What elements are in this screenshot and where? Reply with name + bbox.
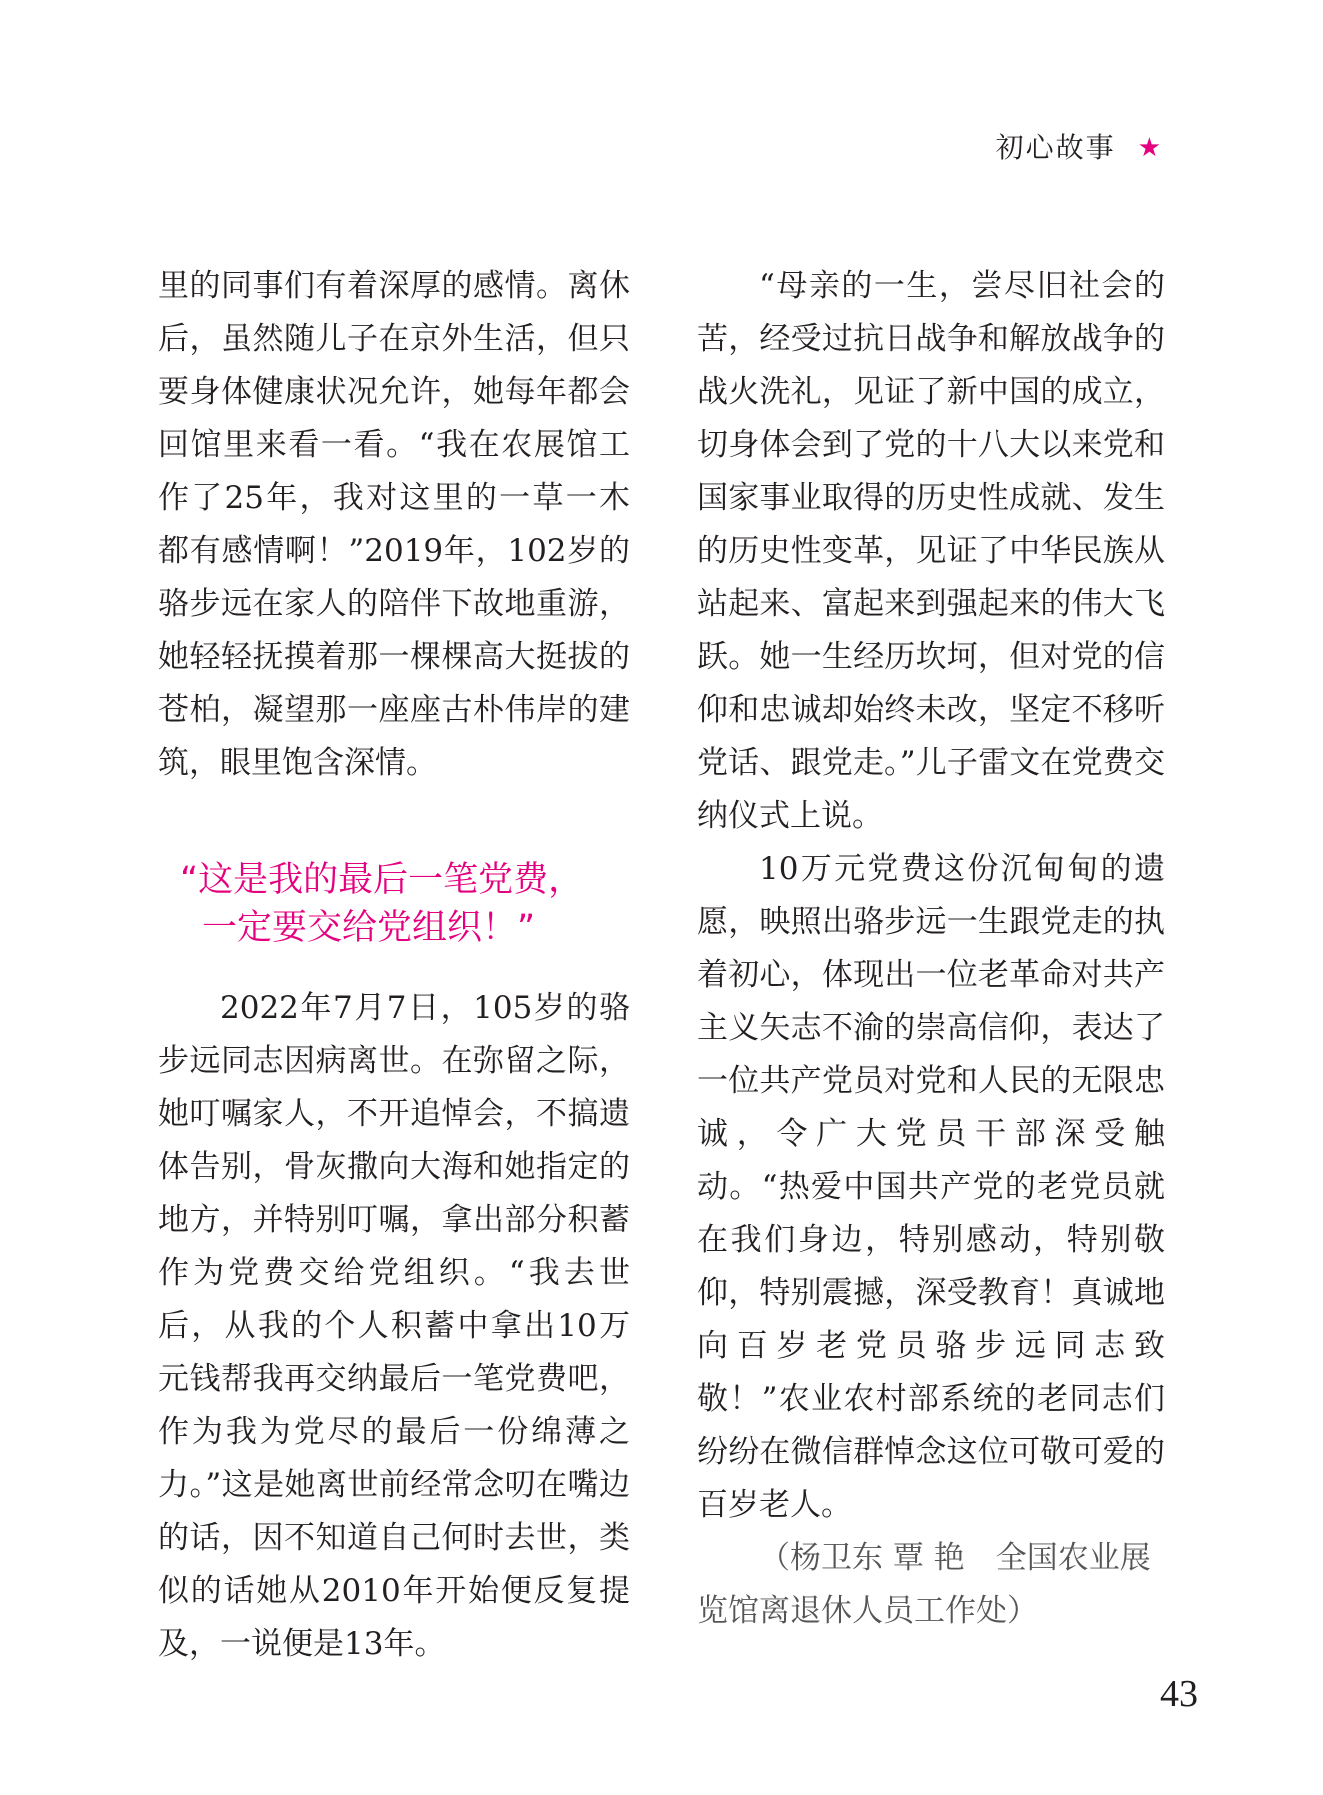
star-icon: ★ xyxy=(1137,133,1163,163)
subheading-line-1: “这是我的最后一笔党费， xyxy=(180,860,584,900)
subheading xyxy=(158,856,630,952)
section-title: 初心故事 xyxy=(995,131,1116,164)
right-column xyxy=(697,260,1165,1638)
left-paragraph-1: 里的同事们有着深厚的感情。离休后，虽然随儿子在京外生活，但只要身体健康状况允许，她每年都会回馆里来看一看。“我在农展馆工作了25年，我对这里的一草一木都有感情啊！”2019年，102岁的骆步远在家人的陪伴下故地重游，她轻轻抚摸着那一棵棵高大挺拔的苍柏，凝望那一座座古朴伟岸的建筑，眼里饱含深情。 xyxy=(158,268,630,781)
left-paragraph-2: 2022年7月7日，105岁的骆步远同志因病离世。在弥留之际，她叮嘱家人，不开追悼会，不搞遗体告别，骨灰撒向大海和她指定的地方，并特别叮嘱，拿出部分积蓄作为党费交给党组织。“我去世后，从我的个人积蓄中拿出10万元钱帮我再交纳最后一笔党费吧，作为我为党尽的最后一份绵薄之力。”这是她离世前经常念叨在嘴边的话，因不知道自己何时去世，类似的话她从2010年开始便反复提及，一说便是13年。 xyxy=(158,990,630,1662)
page-number: 43 xyxy=(1160,1673,1198,1715)
author-signature: （杨卫东 覃 艳 全国农业展览馆离退休人员工作处） xyxy=(697,1540,1151,1629)
right-paragraph-2: 10万元党费这份沉甸甸的遗愿，映照出骆步远一生跟党走的执着初心，体现出一位老革命对共产主义矢志不渝的崇高信仰，表达了一位共产党员对党和人民的无限忠诚，令广大党员干部深受触动。“热爱中国共产党的老党员就在我们身边，特别感动，特别敬仰，特别震撼，深受教育！真诚地向百岁老党员骆步远同志致敬！”农业农村部系统的老同志们纷纷在微信群悼念这位可敬可爱的百岁老人。 xyxy=(697,851,1165,1523)
left-column xyxy=(158,260,630,1671)
section-header xyxy=(996,128,1163,168)
subheading-line-2: 一定要交给党组织！” xyxy=(202,908,536,948)
right-paragraph-1: “母亲的一生，尝尽旧社会的苦，经受过抗日战争和解放战争的战火洗礼，见证了新中国的成立，切身体会到了党的十八大以来党和国家事业取得的历史性成就、发生的历史性变革，见证了中华民族从站起来、富起来到强起来的伟大飞跃。她一生经历坎坷，但对党的信仰和忠诚却始终未改，坚定不移听党话、跟党走。”儿子雷文在党费交纳仪式上说。 xyxy=(697,268,1165,834)
